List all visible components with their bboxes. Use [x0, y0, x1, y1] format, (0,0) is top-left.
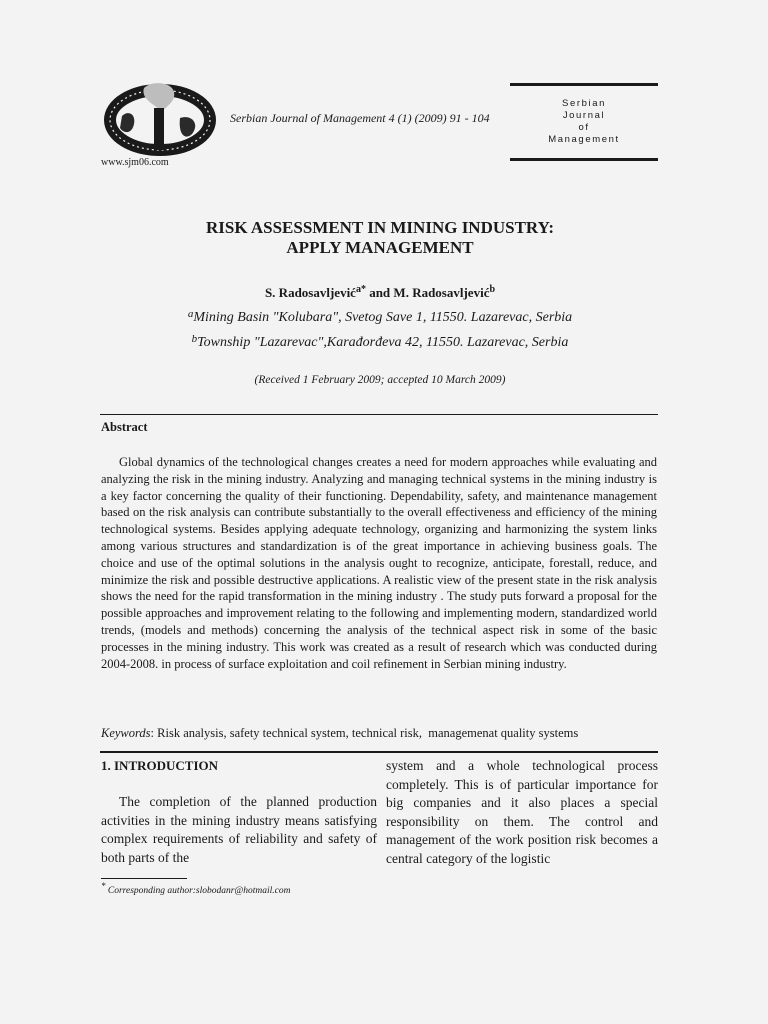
- body-paragraph: The completion of the planned production activities in the mining industry means satisfying complex requirements of reliability and safety of both parts of the: [101, 794, 377, 865]
- affiliation-mark: b: [191, 333, 198, 345]
- footnote-divider: [101, 878, 187, 879]
- body-column-right: [386, 757, 658, 868]
- footnote: [101, 881, 290, 896]
- body-paragraph: system and a whole technological process completely. This is of particular importance for big companies and it also places a special responsibility on them. The control and management of the work position risk becomes a central category of the logistic: [386, 758, 658, 866]
- journal-name-line: of: [578, 122, 590, 133]
- journal-name-line: Journal: [562, 110, 606, 121]
- affiliation-b: [100, 333, 660, 351]
- paper-title: [100, 218, 660, 258]
- affiliation-text: Mining Basin "Kolubara", Svetog Save 1, 11550. Lazarevac, Serbia: [193, 310, 573, 325]
- section-divider: [100, 414, 658, 415]
- footnote-mark: *: [101, 881, 106, 891]
- keywords: [101, 726, 578, 741]
- section-divider: [100, 751, 658, 753]
- journal-name-box: [510, 83, 658, 161]
- journal-name-line: Management: [548, 134, 620, 145]
- author-affiliation-mark: a*: [355, 284, 366, 295]
- journal-citation: Serbian Journal of Management 4 (1) (2009) 91 - 104: [230, 111, 490, 125]
- affiliation-mark: a: [187, 308, 194, 320]
- journal-website[interactable]: www.sjm06.com: [101, 157, 169, 168]
- footnote-text: Corresponding author:slobodanr@hotmail.com: [105, 886, 291, 897]
- affiliation-a: [100, 308, 660, 326]
- abstract-body: Global dynamics of the technological changes creates a need for modern approaches while evaluating and analyzing the risk in the mining industry. Analyzing and managing technical systems in the mining industry is a key factor concerning the quality of their functioning. Dependability, safety, and maintenance management based on the risk analysis can contribute substantially to the overall effectiveness and efficiency of the mining technological systems. Besides applying adequate technology, organizing and harmonizing the system links among various structures and standardization is of the great importance in achieving business goals. The choice and use of the optimal solutions in the analysis ought to recognize, anticipate, forestall, reduce, and minimize the risk and possible destructive applications. A realistic view of the present state in the risk analysis shows the need for the rapid transformation in the mining industry . The study puts forward a proposal for the possible approaches and improvement relating to the following and implementing modern, standardized world trends, (models and methods) concerning the analysis of the technical aspect risk in some of the basic processes in the mining industry. This work was created as a result of research which was conducted during 2004-2008. in process of surface exploitation and coil refinement in Serbian mining industry.: [101, 455, 657, 671]
- author-list: [100, 284, 660, 301]
- section-heading-introduction: 1. INTRODUCTION: [101, 758, 219, 773]
- journal-logo: [100, 78, 216, 156]
- author-name: S. Radosavljević: [264, 285, 356, 300]
- journal-name-line: Serbian: [562, 98, 606, 109]
- paper-title-line: APPLY MANAGEMENT: [286, 238, 474, 257]
- author-affiliation-mark: b: [489, 284, 496, 295]
- abstract-heading: Abstract: [101, 420, 148, 434]
- keywords-text: : Risk analysis, safety technical system, technical risk, managemenat quality systems: [150, 726, 579, 740]
- body-column-left: [101, 757, 377, 867]
- paper-title-line: RISK ASSESSMENT IN MINING INDUSTRY:: [205, 218, 554, 237]
- author-name: M. Radosavljević: [393, 285, 490, 300]
- affiliation-text: Township "Lazarevac",Karađorđeva 42, 11550. Lazarevac, Serbia: [197, 335, 569, 350]
- author-separator: and: [365, 285, 394, 300]
- keywords-label: Keywords: [101, 726, 151, 740]
- received-dates: (Received 1 February 2009; accepted 10 March 2009): [254, 374, 506, 386]
